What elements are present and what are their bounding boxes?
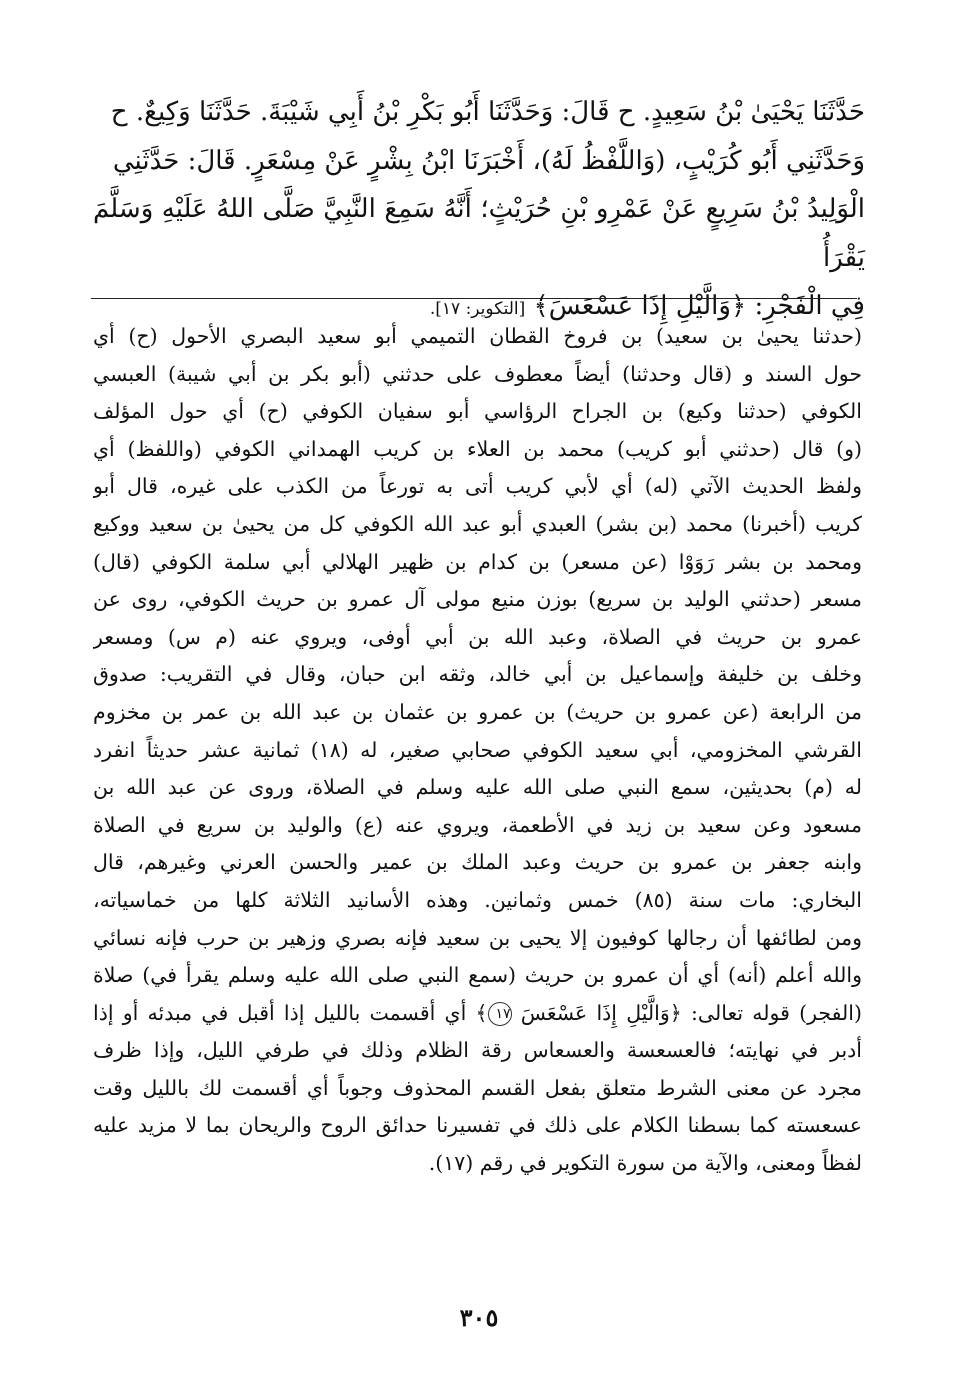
commentary-line: كريب (أخبرنا) محمد (بن بشر) العبدي أبو عبد الله الكوفي كل من يحيىٰ بن سعيد ووكيع xyxy=(93,511,862,536)
commentary-line: الكوفي (حدثنا وكيع) بن الجراح الرؤاسي أبو سفيان الكوفي (ح) أي حول المؤلف xyxy=(93,399,862,424)
hadith-line: وَحَدَّثَنِي أَبُو كُرَيْبٍ، (وَاللَّفْظُ لَهُ)، أَخْبَرَنَا ابْنُ بِشْرٍ عَنْ مِسْعَرٍ. قَالَ: حَدَّثَنِي xyxy=(112,145,865,176)
commentary-line: ومن لطائفها أن رجالها كوفيون إلا يحيى بن سعيد فإنه بصري وزهير بن حرب فإنه نسائي xyxy=(93,925,862,950)
page-number: ٣٠٥ xyxy=(459,1303,499,1332)
commentary-line: البخاري: مات سنة (٨٥) خمس وثمانين. وهذه الأسانيد الثلاثة كلها من خماسياته، xyxy=(93,887,862,912)
commentary-line: له (م) بحديثين، سمع النبي صلى الله عليه وسلم في الصلاة، وروى عن عبد الله بن xyxy=(93,775,862,800)
commentary-segment: ﴾ أي أقسمت بالليل إذا أقبل في مبدئه أو إذا xyxy=(93,1000,488,1025)
commentary-line: (و) قال (حدثني أبو كريب) محمد بن العلاء بن كريب الهمداني الكوفي (واللفظ) أي xyxy=(93,436,862,461)
commentary-line: القرشي المخزومي، أبي سعيد الكوفي صحابي صغير، له (١٨) ثمانية عشر حديثاً انفرد xyxy=(93,737,862,762)
hadith-line-text: فِي الْفَجْرِ: ﴿وَالَّيْلِ إِذَا عَسْعَسَ﴾ xyxy=(533,291,865,321)
commentary-line: مسعود وعن سعيد بن زيد في الأطعمة، ويروي عنه (ع) والوليد بن سريع في الصلاة xyxy=(93,812,862,837)
commentary-line: وابنه جعفر بن عمرو بن حريث وعبد الملك بن عمير والحسن العرني وغيرهم، قال xyxy=(93,850,862,875)
commentary-line xyxy=(93,995,862,1033)
commentary-line: لفظاً ومعنى، والآية من سورة التكوير في رقم (١٧). xyxy=(428,1151,862,1176)
commentary-line: عمرو بن حريث في الصلاة، وعبد الله بن أبي أوفى، ويروي عنه (م س) ومسعر xyxy=(93,624,862,649)
page xyxy=(93,88,865,1338)
commentary-line: وخلف بن خليفة وإسماعيل بن أبي خالد، وثقه ابن حبان، وقال في التقريب: صدوق xyxy=(93,662,862,687)
commentary-line: أدبر في نهايته؛ فالعسعسة والعسعاس رقة الظلام وذلك في طرفي الليل، وإذا ظرف xyxy=(93,1038,862,1063)
commentary-line: حول السند و (قال وحدثنا) أيضاً معطوف على حدثني (أبو بكر بن أبي شيبة) العبسي xyxy=(93,361,862,386)
commentary-line: ولفظ الحديث الآتي (له) أي لأبي كريب أتى به تورعاً من الكذب على غيره، قال أبو xyxy=(93,474,862,499)
commentary-line: مسعر (حدثني الوليد بن سريع) بوزن منيع مولى آل عمرو بن حريث الكوفي، روى عن xyxy=(93,587,862,612)
commentary xyxy=(93,318,862,1183)
commentary-line: مجرد عن معنى الشرط متعلق بفعل القسم المحذوف وجوباً أي أقسمت لك بالليل وقت xyxy=(93,1075,862,1100)
hadith-line: حَدَّثَنَا يَحْيَىٰ بْنُ سَعِيدٍ. ح قَالَ: وَحَدَّثَنَا أَبُو بَكْرِ بْنُ أَبِي شَيْبَةَ. حَدَّثَنَا وَكِيعٌ. ح xyxy=(110,97,865,127)
quran-reference: [التكوير: ١٧]. xyxy=(429,299,526,319)
hadith-text xyxy=(93,88,865,334)
commentary-segment: (الفجر) قوله تعالى: ﴿وَالَّيْلِ إِذَا عَسْعَسَ xyxy=(520,1000,862,1025)
commentary-line: عسعسته كما بسطنا الكلام على ذلك في تفسيرنا حدائق الروح والريحان بما لا مزيد عليه xyxy=(93,1113,862,1138)
commentary-line: من الرابعة (عن عمرو بن حريث) بن عمرو بن عثمان بن عبد الله بن عمر بن مخزوم xyxy=(93,699,862,724)
commentary-line: (حدثنا يحيىٰ بن سعيد) بن فروخ القطان التميمي أبو سعيد البصري الأحول (ح) أي xyxy=(93,324,862,348)
commentary-line: والله أعلم (أنه) أي أن عمرو بن حريث (سمع النبي صلى الله عليه وسلم يقرأ في) صلاة xyxy=(93,963,862,988)
commentary-line: ومحمد بن بشر رَوَوْا (عن مسعر) بن كدام بن ظهير الهلالي أبي سلمة الكوفي (قال) xyxy=(93,549,862,574)
section-divider xyxy=(91,298,857,299)
hadith-line: الْوَلِيدُ بْنُ سَرِيعٍ عَنْ عَمْرِو بْنِ حُرَيْثٍ؛ أَنَّهُ سَمِعَ النَّبِيَّ صَلَّى اللهُ عَلَيْهِ وَسَلَّمَ يَقْرَأُ xyxy=(93,194,865,273)
ayah-number-badge: ١٧ xyxy=(488,1002,512,1026)
